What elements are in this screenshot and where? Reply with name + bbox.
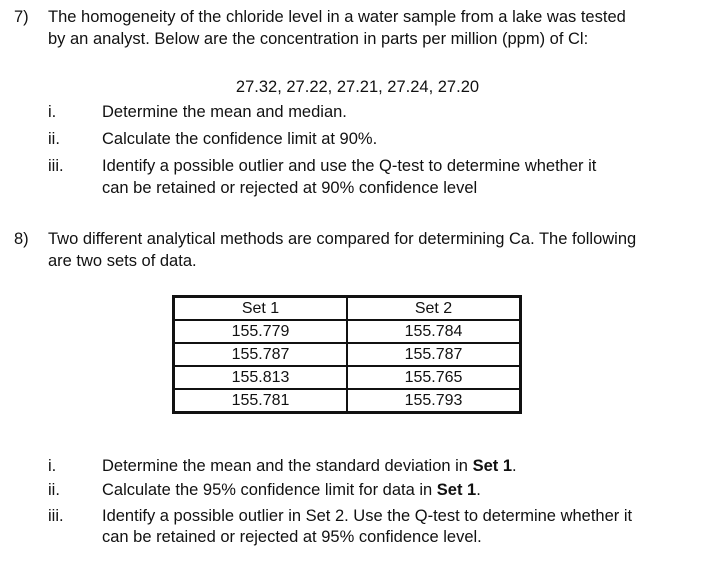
q7-item-1-text: Determine the mean and median.: [102, 103, 347, 121]
q8-item-1-numeral: i.: [48, 457, 57, 475]
table-cell: 155.793: [347, 389, 520, 412]
q8-item-2-text: Calculate the 95% confidence limit for data in Set 1.: [102, 481, 481, 499]
q8-item-3-text: Identify a possible outlier in Set 2. Use the Q-test to determine whether it: [102, 507, 633, 525]
question-7-line-2: by an analyst. Below are the concentration in parts per million (ppm) of Cl:: [48, 30, 589, 48]
table-cell: 155.787: [347, 343, 520, 366]
q7-item-2-text: Calculate the confidence limit at 90%.: [102, 130, 378, 148]
q8-item-3-numeral: iii.: [48, 507, 64, 525]
table-row: [174, 389, 520, 412]
question-8-number: 8): [14, 230, 29, 248]
table-header-set-2: Set 2: [347, 297, 520, 320]
q7-item-1-numeral: i.: [48, 103, 57, 121]
chloride-values: 27.32, 27.22, 27.21, 27.24, 27.20: [235, 78, 480, 96]
table-row: [174, 366, 520, 389]
q8-item-3-text-cont: can be retained or rejected at 95% confidence level.: [102, 528, 482, 546]
q8-item-2-bold: Set 1: [436, 481, 477, 499]
q8-item-1-bold: Set 1: [472, 457, 513, 475]
table-cell: 155.779: [174, 320, 347, 343]
table-cell: 155.781: [174, 389, 347, 412]
q8-item-2-numeral: ii.: [48, 481, 60, 499]
table-cell: 155.787: [174, 343, 347, 366]
table-cell: 155.784: [347, 320, 520, 343]
q7-item-3-text-cont: can be retained or rejected at 90% confidence level: [102, 179, 478, 197]
table-row: [174, 343, 520, 366]
q7-item-3-numeral: iii.: [48, 157, 64, 175]
table-cell: 155.765: [347, 366, 520, 389]
question-7-line-1: The homogeneity of the chloride level in a water sample from a lake was tested: [48, 8, 626, 26]
question-7-number: 7): [14, 8, 29, 26]
q7-item-3-text: Identify a possible outlier and use the Q-test to determine whether it: [102, 157, 597, 175]
question-8-line-2: are two sets of data.: [48, 252, 197, 270]
q7-item-2-numeral: ii.: [48, 130, 60, 148]
calcium-data-table: [172, 295, 522, 414]
table-cell: 155.813: [174, 366, 347, 389]
table-header-row: [174, 297, 520, 320]
table-header-set-1: Set 1: [174, 297, 347, 320]
table-row: [174, 320, 520, 343]
question-8-line-1: Two different analytical methods are compared for determining Ca. The following: [48, 230, 637, 248]
q8-item-1-text: Determine the mean and the standard deviation in Set 1.: [102, 457, 517, 475]
